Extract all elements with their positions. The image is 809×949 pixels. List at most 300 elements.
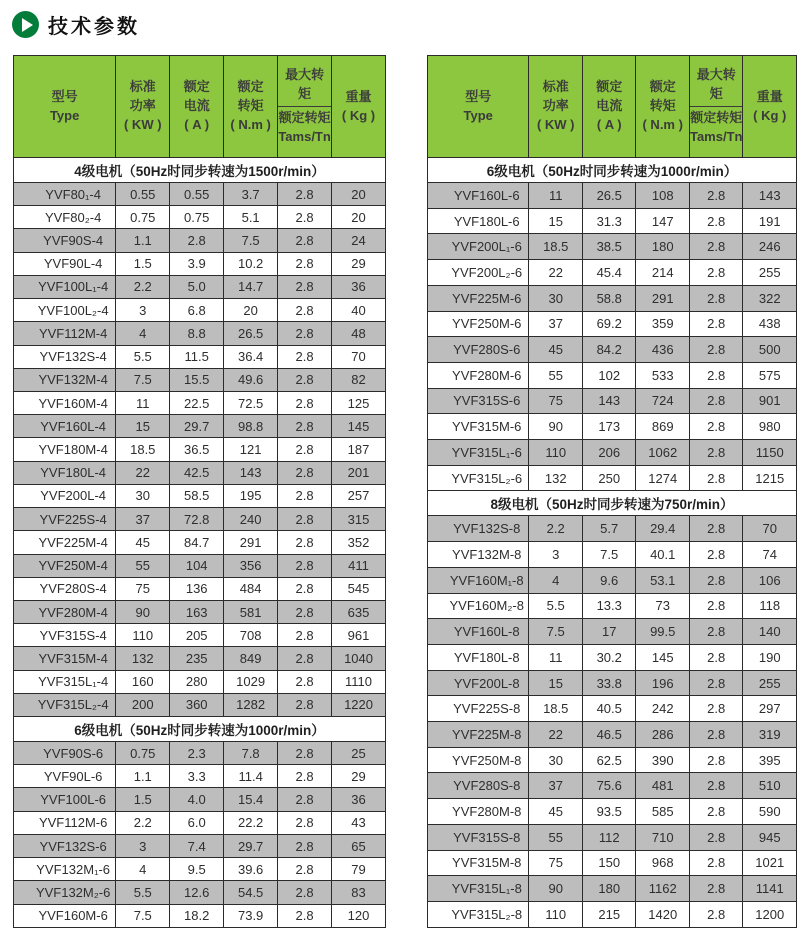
model-cell: YVF180M-4: [14, 438, 116, 461]
value-cell: 2.8: [278, 322, 332, 345]
value-cell: 481: [636, 773, 690, 799]
value-cell: 6.8: [170, 299, 224, 322]
value-cell: 286: [636, 722, 690, 748]
value-cell: 2.8: [689, 311, 743, 337]
fraction-denominator: 额定转矩: [278, 110, 331, 125]
value-cell: 5.5: [529, 593, 583, 619]
spec-table-panel-left: [13, 55, 386, 928]
value-cell: 55: [116, 554, 170, 577]
model-cell: YVF100L-6: [14, 788, 116, 811]
model-cell: YVF180L-6: [428, 208, 529, 234]
value-cell: 40: [332, 299, 386, 322]
value-cell: 75: [529, 388, 583, 414]
model-cell: YVF280S-4: [14, 577, 116, 600]
column-header-cell: [332, 56, 386, 158]
value-cell: 2.8: [689, 747, 743, 773]
value-cell: 58.8: [582, 285, 636, 311]
value-cell: 2.8: [278, 811, 332, 834]
value-cell: 961: [332, 624, 386, 647]
spec-table: [13, 55, 386, 928]
value-cell: 1141: [743, 876, 797, 902]
header-line: 标准: [542, 79, 569, 95]
header-line: ( KW ): [536, 116, 575, 132]
value-cell: 200: [116, 693, 170, 716]
model-cell: YVF225S-4: [14, 508, 116, 531]
value-cell: 82: [332, 368, 386, 391]
value-cell: 11: [116, 391, 170, 414]
spec-row: [428, 414, 797, 440]
value-cell: 49.6: [224, 368, 278, 391]
value-cell: 2.8: [689, 876, 743, 902]
value-cell: 2.2: [116, 811, 170, 834]
value-cell: 980: [743, 414, 797, 440]
value-cell: 291: [636, 285, 690, 311]
value-cell: 1.1: [116, 765, 170, 788]
spec-row: [428, 722, 797, 748]
model-cell: YVF250M-4: [14, 554, 116, 577]
spec-row: [428, 234, 797, 260]
value-cell: 22: [529, 722, 583, 748]
value-cell: 2.8: [170, 229, 224, 252]
spec-table: [427, 55, 797, 928]
model-cell: YVF315L₂-6: [428, 465, 529, 491]
value-cell: 5.7: [582, 516, 636, 542]
value-cell: 2.8: [278, 299, 332, 322]
value-cell: 69.2: [582, 311, 636, 337]
section-title-bar: [12, 10, 140, 39]
value-cell: 2.8: [278, 624, 332, 647]
value-cell: 108: [636, 183, 690, 209]
value-cell: 2.8: [278, 554, 332, 577]
spec-row: [428, 670, 797, 696]
value-cell: 196: [636, 670, 690, 696]
spec-row: [14, 600, 386, 623]
spec-row: [14, 252, 386, 275]
value-cell: 2.8: [689, 260, 743, 286]
value-cell: 510: [743, 773, 797, 799]
value-cell: 30.2: [582, 644, 636, 670]
value-cell: 2.2: [529, 516, 583, 542]
header-line: 功率: [542, 98, 569, 114]
value-cell: 36.5: [170, 438, 224, 461]
value-cell: 36.4: [224, 345, 278, 368]
value-cell: 22: [116, 461, 170, 484]
value-cell: 2.8: [689, 516, 743, 542]
value-cell: 2.8: [278, 345, 332, 368]
value-cell: 4: [116, 858, 170, 881]
spec-row: [14, 811, 386, 834]
value-cell: 180: [636, 234, 690, 260]
value-cell: 2.8: [689, 337, 743, 363]
spec-row: [428, 747, 797, 773]
model-cell: YVF280S-8: [428, 773, 529, 799]
value-cell: 2.8: [689, 722, 743, 748]
header-line: 额定: [183, 79, 210, 95]
value-cell: 3: [116, 834, 170, 857]
header-line: 功率: [129, 98, 156, 114]
value-cell: 3: [116, 299, 170, 322]
spec-row: [14, 391, 386, 414]
value-cell: 2.8: [278, 904, 332, 927]
value-cell: 635: [332, 600, 386, 623]
value-cell: 11.4: [224, 765, 278, 788]
model-cell: YVF280M-4: [14, 600, 116, 623]
value-cell: 173: [582, 414, 636, 440]
column-header-cell: [278, 56, 332, 158]
value-cell: 132: [116, 647, 170, 670]
value-cell: 90: [116, 600, 170, 623]
spec-row: [14, 881, 386, 904]
value-cell: 25: [332, 742, 386, 765]
play-icon: [12, 11, 39, 38]
value-cell: 15: [529, 670, 583, 696]
value-cell: 15: [116, 415, 170, 438]
header-line: 标准: [129, 79, 156, 95]
value-cell: 15.5: [170, 368, 224, 391]
value-cell: 4: [116, 322, 170, 345]
value-cell: 280: [170, 670, 224, 693]
value-cell: 206: [582, 440, 636, 466]
value-cell: 48: [332, 322, 386, 345]
spec-row: [14, 624, 386, 647]
spec-row: [428, 465, 797, 491]
spec-row: [428, 593, 797, 619]
value-cell: 45: [529, 337, 583, 363]
value-cell: 30: [529, 747, 583, 773]
value-cell: 93.5: [582, 799, 636, 825]
spec-row: [14, 345, 386, 368]
value-cell: 2.8: [689, 567, 743, 593]
value-cell: 1029: [224, 670, 278, 693]
model-cell: YVF315M-8: [428, 850, 529, 876]
value-cell: 143: [224, 461, 278, 484]
header-line: 重量: [756, 88, 783, 104]
spec-row: [14, 368, 386, 391]
value-cell: 438: [743, 311, 797, 337]
value-cell: 356: [224, 554, 278, 577]
value-cell: 13.3: [582, 593, 636, 619]
column-header-cell: [636, 56, 690, 158]
value-cell: 2.8: [689, 208, 743, 234]
value-cell: 710: [636, 824, 690, 850]
value-cell: 54.5: [224, 881, 278, 904]
value-cell: 75: [116, 577, 170, 600]
value-cell: 5.5: [116, 345, 170, 368]
fraction-symbol: Tams/Tn: [689, 128, 743, 144]
value-cell: 0.75: [170, 206, 224, 229]
value-cell: 411: [332, 554, 386, 577]
spec-row: [14, 229, 386, 252]
value-cell: 2.8: [689, 542, 743, 568]
value-cell: 43: [332, 811, 386, 834]
value-cell: 2.8: [689, 465, 743, 491]
header-line: ( N.m ): [230, 116, 271, 132]
value-cell: 84.7: [170, 531, 224, 554]
spec-row: [14, 693, 386, 716]
value-cell: 98.8: [224, 415, 278, 438]
value-cell: 0.75: [116, 206, 170, 229]
spec-row: [428, 542, 797, 568]
value-cell: 180: [582, 876, 636, 902]
spec-row: [428, 183, 797, 209]
value-cell: 140: [743, 619, 797, 645]
value-cell: 2.8: [278, 508, 332, 531]
header-line: 型号: [465, 88, 492, 104]
section-header-row: [14, 158, 386, 183]
value-cell: 143: [582, 388, 636, 414]
model-cell: YVF112M-4: [14, 322, 116, 345]
spec-row: [14, 299, 386, 322]
value-cell: 10.2: [224, 252, 278, 275]
model-cell: YVF132S-8: [428, 516, 529, 542]
value-cell: 40.1: [636, 542, 690, 568]
model-cell: YVF280M-8: [428, 799, 529, 825]
value-cell: 1.5: [116, 252, 170, 275]
value-cell: 18.2: [170, 904, 224, 927]
value-cell: 20: [224, 299, 278, 322]
value-cell: 2.8: [689, 183, 743, 209]
value-cell: 39.6: [224, 858, 278, 881]
value-cell: 9.5: [170, 858, 224, 881]
value-cell: 2.8: [689, 440, 743, 466]
value-cell: 55: [529, 824, 583, 850]
value-cell: 2.8: [278, 461, 332, 484]
spec-row: [14, 531, 386, 554]
spec-table-panel-right: [427, 55, 797, 928]
value-cell: 1150: [743, 440, 797, 466]
value-cell: 37: [529, 311, 583, 337]
value-cell: 11: [529, 644, 583, 670]
value-cell: 2.8: [278, 206, 332, 229]
model-cell: YVF160M-4: [14, 391, 116, 414]
spec-row: [428, 337, 797, 363]
value-cell: 18.5: [529, 234, 583, 260]
value-cell: 0.55: [170, 183, 224, 206]
spec-row: [428, 773, 797, 799]
column-header-cell: [529, 56, 583, 158]
value-cell: 2.8: [278, 275, 332, 298]
section-header-row: [428, 491, 797, 516]
value-cell: 484: [224, 577, 278, 600]
model-cell: YVF315L₁-6: [428, 440, 529, 466]
value-cell: 7.5: [116, 904, 170, 927]
spec-row: [14, 834, 386, 857]
spec-row: [428, 850, 797, 876]
value-cell: 5.1: [224, 206, 278, 229]
value-cell: 29: [332, 252, 386, 275]
value-cell: 163: [170, 600, 224, 623]
value-cell: 53.1: [636, 567, 690, 593]
header-line: 额定: [237, 79, 264, 95]
value-cell: 5.5: [116, 881, 170, 904]
value-cell: 1110: [332, 670, 386, 693]
model-cell: YVF225M-4: [14, 531, 116, 554]
header-line: ( A ): [596, 116, 622, 132]
value-cell: 75.6: [582, 773, 636, 799]
spec-row: [428, 696, 797, 722]
model-cell: YVF280M-6: [428, 362, 529, 388]
spec-row: [428, 824, 797, 850]
value-cell: 104: [170, 554, 224, 577]
value-cell: 15.4: [224, 788, 278, 811]
value-cell: 38.5: [582, 234, 636, 260]
value-cell: 1274: [636, 465, 690, 491]
column-header-cell: [170, 56, 224, 158]
value-cell: 214: [636, 260, 690, 286]
value-cell: 242: [636, 696, 690, 722]
value-cell: 2.8: [278, 881, 332, 904]
value-cell: 42.5: [170, 461, 224, 484]
value-cell: 5.0: [170, 275, 224, 298]
value-cell: 869: [636, 414, 690, 440]
value-cell: 1215: [743, 465, 797, 491]
spec-row: [14, 904, 386, 927]
model-cell: YVF132M₂-6: [14, 881, 116, 904]
header-line: 额定: [649, 79, 676, 95]
column-header-cell: [14, 56, 116, 158]
value-cell: 29.4: [636, 516, 690, 542]
value-cell: 2.8: [278, 858, 332, 881]
fraction-numerator: 最大转矩: [278, 66, 331, 107]
value-cell: 545: [332, 577, 386, 600]
model-cell: YVF250M-8: [428, 747, 529, 773]
model-cell: YVF225S-8: [428, 696, 529, 722]
value-cell: 2.8: [278, 834, 332, 857]
model-cell: YVF200L₂-6: [428, 260, 529, 286]
value-cell: 235: [170, 647, 224, 670]
value-cell: 2.8: [689, 696, 743, 722]
spec-row: [14, 670, 386, 693]
value-cell: 110: [529, 901, 583, 927]
value-cell: 99.5: [636, 619, 690, 645]
value-cell: 118: [743, 593, 797, 619]
value-cell: 2.3: [170, 742, 224, 765]
value-cell: 215: [582, 901, 636, 927]
value-cell: 22.5: [170, 391, 224, 414]
spec-row: [428, 440, 797, 466]
value-cell: 8.8: [170, 322, 224, 345]
value-cell: 257: [332, 484, 386, 507]
spec-row: [14, 183, 386, 206]
model-cell: YVF132M₁-6: [14, 858, 116, 881]
value-cell: 70: [332, 345, 386, 368]
value-cell: 2.8: [278, 742, 332, 765]
value-cell: 2.8: [689, 850, 743, 876]
value-cell: 18.5: [529, 696, 583, 722]
model-cell: YVF160L-4: [14, 415, 116, 438]
value-cell: 0.55: [116, 183, 170, 206]
section-title-cell: 6级电机（50Hz时同步转速为1000r/min）: [14, 717, 386, 742]
header-line: ( N.m ): [642, 116, 683, 132]
fraction-symbol: Tams/Tn: [278, 128, 331, 144]
header-line: 重量: [345, 88, 372, 104]
header-line: 型号: [51, 88, 78, 104]
fraction-denominator: 额定转矩: [690, 110, 743, 125]
value-cell: 55: [529, 362, 583, 388]
model-cell: YVF315M-6: [428, 414, 529, 440]
value-cell: 2.8: [689, 773, 743, 799]
column-header-cell: [428, 56, 529, 158]
value-cell: 110: [116, 624, 170, 647]
value-cell: 195: [224, 484, 278, 507]
spec-row: [14, 742, 386, 765]
value-cell: 352: [332, 531, 386, 554]
value-cell: 136: [170, 577, 224, 600]
value-cell: 18.5: [116, 438, 170, 461]
value-cell: 2.8: [278, 577, 332, 600]
value-cell: 2.8: [278, 600, 332, 623]
value-cell: 26.5: [224, 322, 278, 345]
value-cell: 30: [529, 285, 583, 311]
model-cell: YVF180L-4: [14, 461, 116, 484]
value-cell: 17: [582, 619, 636, 645]
value-cell: 724: [636, 388, 690, 414]
spec-row: [428, 799, 797, 825]
value-cell: 160: [116, 670, 170, 693]
model-cell: YVF132M-8: [428, 542, 529, 568]
value-cell: 2.8: [278, 788, 332, 811]
value-cell: 240: [224, 508, 278, 531]
column-header-cell: [743, 56, 797, 158]
value-cell: 83: [332, 881, 386, 904]
value-cell: 145: [332, 415, 386, 438]
value-cell: 2.8: [278, 368, 332, 391]
spec-row: [428, 388, 797, 414]
model-cell: YVF80₂-4: [14, 206, 116, 229]
value-cell: 4.0: [170, 788, 224, 811]
column-header-cell: [689, 56, 743, 158]
model-cell: YVF132M-4: [14, 368, 116, 391]
spec-row: [428, 619, 797, 645]
value-cell: 246: [743, 234, 797, 260]
model-cell: YVF90S-6: [14, 742, 116, 765]
header-line: 额定: [596, 79, 623, 95]
spec-row: [428, 311, 797, 337]
column-header-cell: [224, 56, 278, 158]
spec-row: [14, 415, 386, 438]
spec-row: [14, 765, 386, 788]
value-cell: 581: [224, 600, 278, 623]
value-cell: 1420: [636, 901, 690, 927]
value-cell: 72.5: [224, 391, 278, 414]
value-cell: 36: [332, 788, 386, 811]
model-cell: YVF315L₁-8: [428, 876, 529, 902]
value-cell: 359: [636, 311, 690, 337]
model-cell: YVF180L-8: [428, 644, 529, 670]
model-cell: YVF90L-4: [14, 252, 116, 275]
value-cell: 84.2: [582, 337, 636, 363]
model-cell: YVF315S-4: [14, 624, 116, 647]
value-cell: 31.3: [582, 208, 636, 234]
value-cell: 3.9: [170, 252, 224, 275]
section-title-cell: 6级电机（50Hz时同步转速为1000r/min）: [428, 158, 797, 183]
value-cell: 9.6: [582, 567, 636, 593]
header-line: ( Kg ): [753, 107, 787, 123]
value-cell: 2.8: [278, 438, 332, 461]
value-cell: 24: [332, 229, 386, 252]
value-cell: 500: [743, 337, 797, 363]
value-cell: 0.75: [116, 742, 170, 765]
value-cell: 1162: [636, 876, 690, 902]
value-cell: 2.8: [689, 234, 743, 260]
spec-row: [14, 275, 386, 298]
value-cell: 2.8: [278, 391, 332, 414]
model-cell: YVF90L-6: [14, 765, 116, 788]
model-cell: YVF160L-8: [428, 619, 529, 645]
model-cell: YVF100L₁-4: [14, 275, 116, 298]
spec-row: [428, 901, 797, 927]
value-cell: 143: [743, 183, 797, 209]
